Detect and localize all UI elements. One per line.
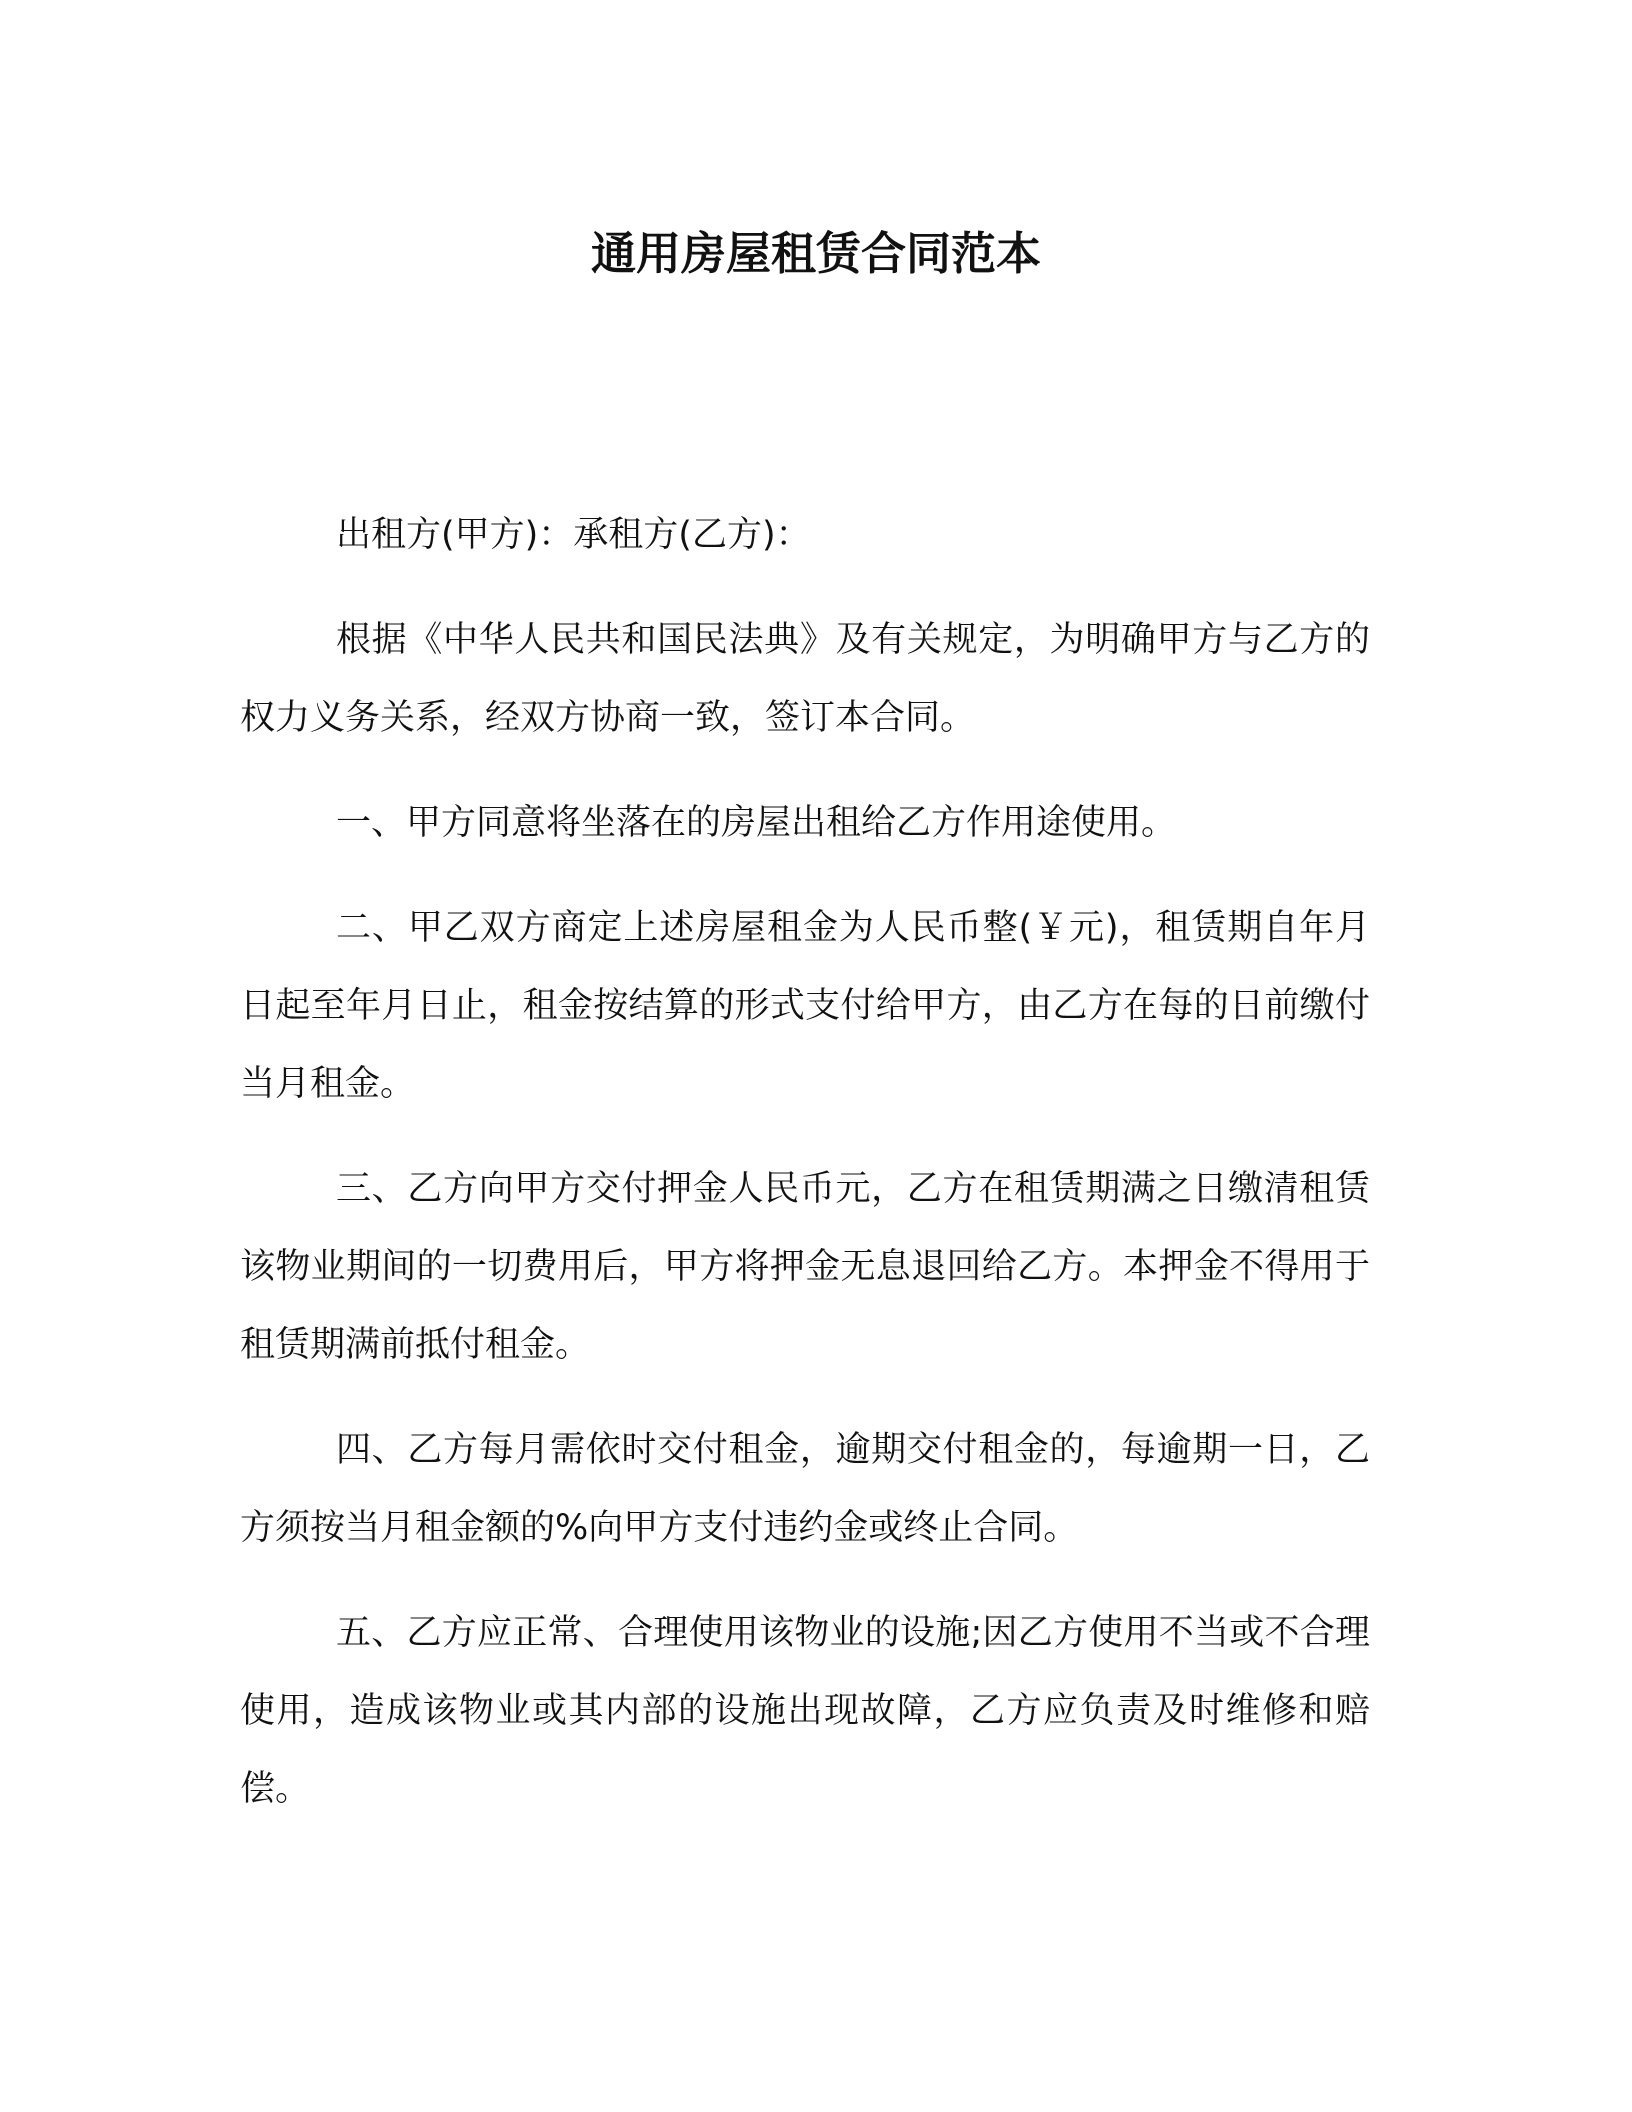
- document-body: [240, 496, 1370, 1855]
- clause-2: 二、甲乙双方商定上述房屋租金为人民币整(￥元)，租赁期自年月日起至年月日止，租金按结算的形式支付给甲方，由乙方在每的日前缴付当月租金。: [240, 908, 1370, 1104]
- clause-4: 四、乙方每月需依时交付租金，逾期交付租金的，每逾期一日，乙方须按当月租金额的%向甲方支付违约金或终止合同。: [240, 1430, 1370, 1548]
- clause-5: 五、乙方应正常、合理使用该物业的设施;因乙方使用不当或不合理使用，造成该物业或其内部的设施出现故障，乙方应负责及时维修和赔偿。: [240, 1613, 1370, 1809]
- clause-1: 一、甲方同意将坐落在的房屋出租给乙方作用途使用。: [336, 803, 1177, 843]
- document-title: 通用房屋租赁合同范本: [590, 227, 1041, 280]
- preamble-paragraph: 根据《中华人民共和国民法典》及有关规定，为明确甲方与乙方的权力义务关系，经双方协商一致，签订本合同。: [240, 620, 1370, 738]
- clause-3: 三、乙方向甲方交付押金人民币元，乙方在租赁期满之日缴清租赁该物业期间的一切费用后，甲方将押金无息退回给乙方。本押金不得用于租赁期满前抵付租金。: [240, 1169, 1370, 1365]
- parties-line: 出租方(甲方)：承租方(乙方)：: [336, 515, 811, 555]
